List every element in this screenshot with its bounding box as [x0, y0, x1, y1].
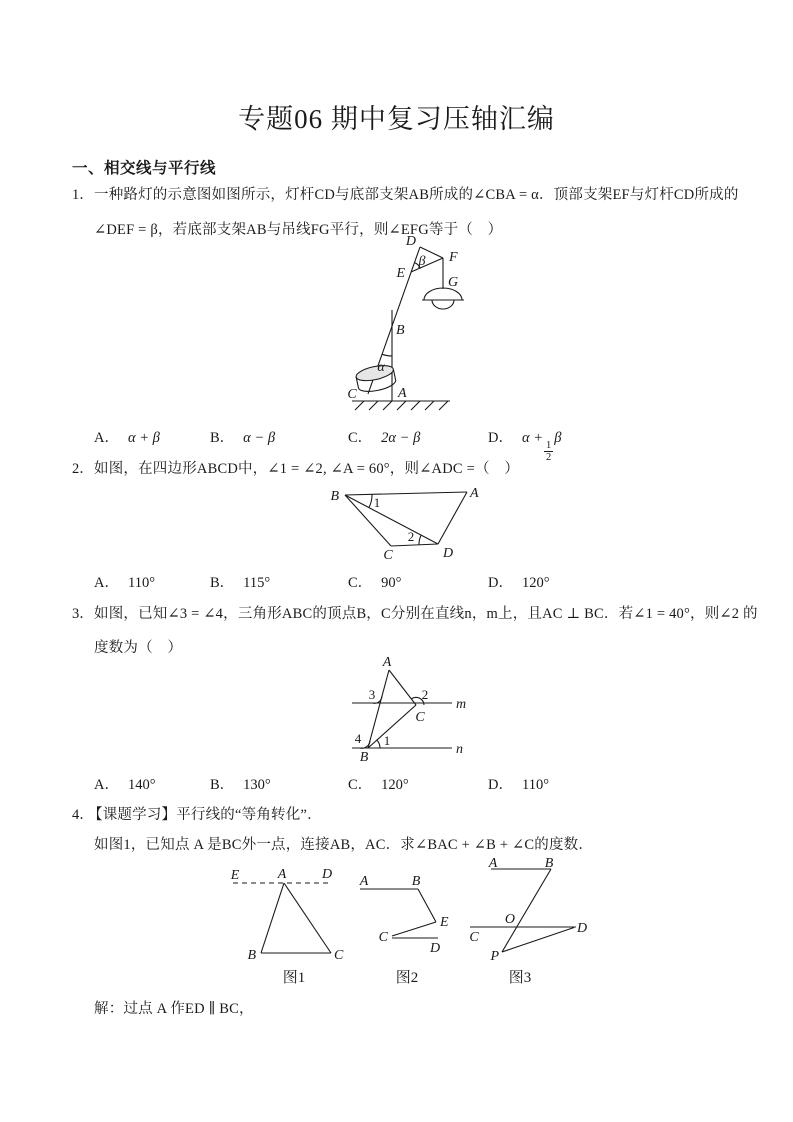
point-label-c: C [347, 387, 357, 402]
angle-1-arc [369, 494, 372, 507]
problem-3-line1: 如图，已知∠3 = ∠4，三角形ABC的顶点B，C分别在直线n，m上，且AC ⊥ BC．若∠1 = 40°，则∠2 的 [94, 606, 758, 622]
option-3d: D． 110° [488, 777, 549, 793]
angle-1-arc [377, 740, 380, 748]
option-2a: A． 110° [94, 575, 155, 591]
figure-1-caption: 图1 [282, 970, 306, 986]
angle-1-label: 1 [373, 495, 381, 510]
point-label-a: A [382, 655, 392, 670]
option-3c: C． 120° [348, 777, 409, 793]
option-1a: A． α + β [94, 430, 160, 446]
point-label-b: B [359, 750, 369, 765]
point-label-a: A [488, 856, 498, 871]
point-label-g: G [448, 275, 459, 290]
solution-line: 解：过点 A 作ED ∥ BC， [94, 1001, 254, 1017]
problem-4-line1: 【课题学习】平行线的“等角转化”． [88, 807, 322, 823]
line-label-m: m [456, 697, 467, 712]
point-label-d: D [405, 234, 416, 249]
angle-2-arc [419, 535, 421, 545]
angle-2-label: 2 [421, 687, 429, 702]
segment-ec [392, 922, 436, 936]
point-label-b: B [396, 323, 405, 338]
problem-3-options [0, 773, 793, 795]
figure-2-zigzag [355, 862, 450, 957]
point-label-e: E [396, 266, 405, 281]
point-label-d: D [577, 921, 588, 936]
point-label-a: A [277, 867, 287, 882]
option-2d: D． 120° [488, 575, 550, 591]
problem-1-line1: 一种路灯的示意图如图所示，灯杆CD与底部支架AB所成的∠CBA = α．顶部支架EF与灯杆CD所成的 [94, 187, 739, 203]
triangle-parallel-lines-figure [340, 652, 470, 767]
point-label-b: B [544, 856, 554, 871]
line-label-n: n [456, 742, 463, 757]
figure-1-triangle [225, 862, 344, 967]
problem-2-line1: 如图，在四边形ABCD中，∠1 = ∠2, ∠A = 60°，则∠ADC =（ ） [94, 461, 520, 477]
problem-1-number: 1． [72, 187, 94, 203]
point-label-p: P [490, 949, 499, 964]
segment-ab [261, 883, 284, 953]
point-label-f: F [449, 250, 458, 265]
alpha-label: α [377, 360, 385, 375]
option-2b: B． 115° [210, 575, 271, 591]
point-label-c: C [334, 948, 344, 963]
page-title: 专题06 期中复习压轴汇编 [238, 104, 555, 134]
side-ba [345, 492, 467, 495]
segment-pd [502, 928, 574, 953]
angle-2-label: 2 [407, 529, 415, 544]
problem-2-options [0, 571, 793, 593]
figure-3-caption: 图3 [508, 970, 532, 986]
angle-4-label: 4 [354, 731, 362, 746]
ground-hatching [355, 401, 448, 410]
lamp-bowl [432, 300, 454, 309]
problem-4-number: 4． [72, 807, 94, 823]
counterweight-cylinder [355, 363, 397, 394]
option-1c: C． 2α − β [348, 430, 421, 446]
point-label-c: C [378, 930, 388, 945]
angle-3-label: 3 [368, 687, 376, 702]
point-label-b: B [411, 874, 421, 889]
segment-ac [284, 883, 331, 953]
option-3b: B． 130° [210, 777, 271, 793]
option-1b: B． α − β [210, 430, 276, 446]
point-label-a: A [398, 386, 407, 401]
point-label-b: B [330, 489, 339, 504]
side-cb [345, 495, 391, 546]
point-label-e: E [230, 868, 240, 883]
point-label-e: E [440, 915, 449, 930]
segment-be [418, 889, 436, 922]
point-label-c: C [383, 548, 393, 563]
problem-2-number: 2． [72, 461, 94, 477]
option-3a: A． 140° [94, 777, 156, 793]
point-label-a: A [359, 874, 369, 889]
point-label-b: B [247, 948, 256, 963]
point-label-d: D [321, 867, 333, 882]
fraction-one-half: $\frac{1}{2}$ [546, 440, 552, 464]
option-1d: D． α + $\frac{1}{2}$ β [488, 430, 562, 464]
problem-3-line2: 度数为（ ） [94, 640, 183, 656]
figure-2-caption: 图2 [395, 970, 419, 986]
beta-label: β [418, 254, 426, 269]
diagonal-bd [345, 495, 438, 544]
point-label-c: C [415, 710, 425, 725]
point-label-d: D [443, 546, 454, 561]
angle-1-label: 1 [383, 733, 391, 748]
segment-bp [502, 869, 551, 952]
point-label-o: O [504, 912, 515, 927]
problem-4-line2: 如图1，已知点 A 是BC外一点，连接AB，AC．求∠BAC + ∠B + ∠C的度数． [94, 837, 594, 853]
option-2c: C． 90° [348, 575, 402, 591]
segment-bc [368, 705, 416, 748]
side-dc [391, 544, 438, 546]
problem-1-options [0, 426, 793, 464]
point-label-d: D [429, 941, 441, 956]
point-label-a: A [470, 486, 479, 501]
quadrilateral-figure [322, 482, 482, 562]
point-label-c: C [469, 930, 479, 945]
figure-3-crossing-lines [466, 856, 588, 968]
problem-1-line2: ∠DEF = β，若底部支架AB与吊线FG平行，则∠EFG等于（ ） [94, 222, 503, 238]
problem-3-number: 3． [72, 606, 94, 622]
section-heading: 一、相交线与平行线 [72, 160, 217, 177]
segment-ac [389, 670, 416, 705]
side-ad [438, 492, 467, 544]
lamp-figure [330, 228, 510, 424]
alpha-angle-arc [382, 354, 392, 356]
